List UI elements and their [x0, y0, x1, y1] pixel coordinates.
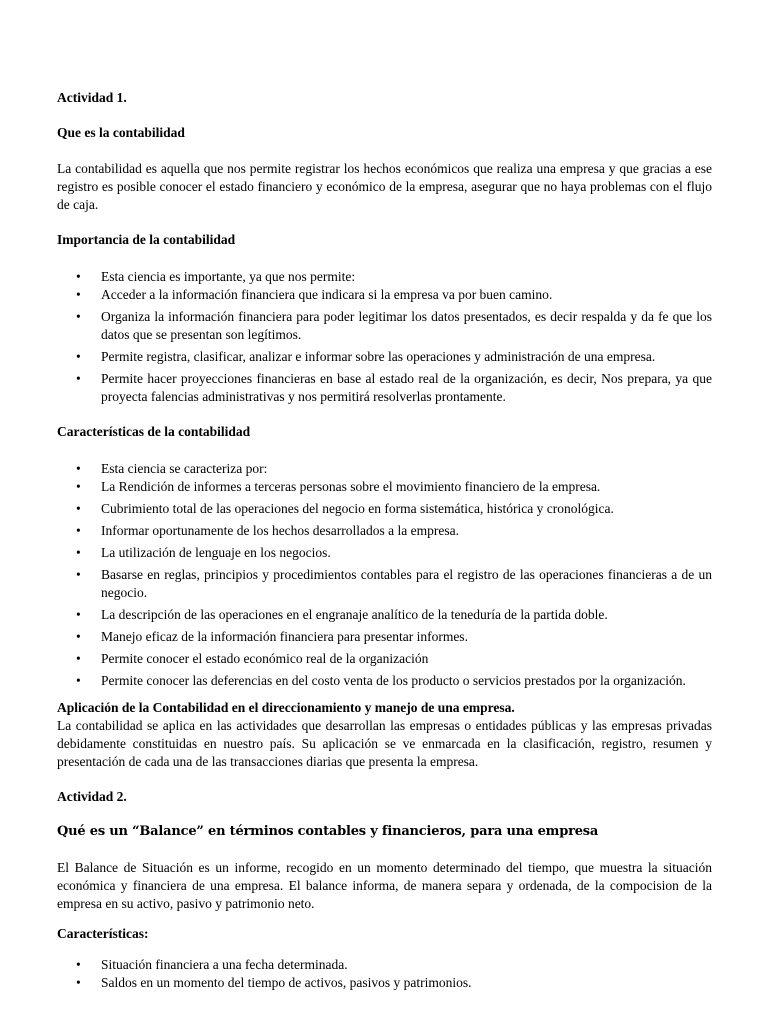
list-item: • Manejo eficaz de la información financiera para presentar informes. — [57, 628, 712, 646]
list-item: • Permite hacer proyecciones financieras en base al estado real de la organización, es decir, Nos prepara, ya que proyecta falencias administrativas y nos permitirá resolverlas prontamente. — [57, 370, 712, 406]
list-item: • Esta ciencia se caracteriza por: — [57, 460, 712, 478]
activity-1-title: Actividad 1. — [57, 90, 127, 105]
activity-2-title: Actividad 2. — [57, 789, 127, 804]
list-item: • Informar oportunamente de los hechos desarrollados a la empresa. — [57, 522, 712, 540]
list-item: • Acceder a la información financiera que indicara si la empresa va por buen camino. — [57, 286, 712, 304]
paragraph-aplicacion-contabilidad: La contabilidad se aplica en las actividades que desarrollan las empresas o entidades públicas y las empresas privadas debidamente constituidas en nuestro país. Su aplicación se ve enmarcada en la clasificación, registro, resumen y presentación de cada una de las transacciones diarias que presenta la empresa. — [57, 718, 712, 769]
heading-importancia-contabilidad: Importancia de la contabilidad — [57, 232, 236, 247]
document-page — [57, 89, 712, 992]
paragraph-balance-situacion: El Balance de Situación es un informe, recogido en un momento determinado del tiempo, que muestra la situación económica y financiera de una empresa. El balance informa, de manera separa y ordenada, de la compocision de la empresa en su activo, pasivo y patrimonio neto. — [57, 860, 712, 911]
list-caracteristicas — [57, 460, 712, 690]
list-item: • Permite conocer el estado económico real de la organización — [57, 650, 712, 668]
heading-que-es-contabilidad: Que es la contabilidad — [57, 125, 185, 140]
heading-caracteristicas-contabilidad: Características de la contabilidad — [57, 424, 251, 439]
list-caracteristicas-balance — [57, 956, 712, 992]
heading-caracteristicas-balance: Características: — [57, 926, 149, 941]
list-item: • Saldos en un momento del tiempo de activos, pasivos y patrimonios. — [57, 974, 712, 992]
list-item: • Situación financiera a una fecha determinada. — [57, 956, 712, 974]
paragraph-definicion-contabilidad: La contabilidad es aquella que nos permite registrar los hechos económicos que realiza una empresa y que gracias a ese registro es posible conocer el estado financiero y económico de la empresa, asegurar que no haya problemas con el flujo de caja. — [57, 161, 712, 212]
list-importancia — [57, 268, 712, 406]
list-item: • Basarse en reglas, principios y procedimientos contables para el registro de las operaciones financieras a de un negocio. — [57, 566, 712, 602]
list-item: • La utilización de lenguaje en los negocios. — [57, 544, 712, 562]
heading-que-es-balance: Qué es un “Balance” en términos contables y financieros, para una empresa — [57, 824, 599, 839]
list-item: • Organiza la información financiera para poder legitimar los datos presentados, es decir respalda y da fe que los datos que se presentan son legítimos. — [57, 308, 712, 344]
list-item: • La Rendición de informes a terceras personas sobre el movimiento financiero de la empresa. — [57, 478, 712, 496]
list-item: • Esta ciencia es importante, ya que nos permite: — [57, 268, 712, 286]
heading-aplicacion-contabilidad: Aplicación de la Contabilidad en el direccionamiento y manejo de una empresa. — [57, 700, 515, 715]
list-item: • Permite registra, clasificar, analizar e informar sobre las operaciones y administración de una empresa. — [57, 348, 712, 366]
list-item: • Cubrimiento total de las operaciones del negocio en forma sistemática, histórica y cronológica. — [57, 500, 712, 518]
list-item: • La descripción de las operaciones en el engranaje analítico de la teneduría de la partida doble. — [57, 606, 712, 624]
list-item: • Permite conocer las deferencias en del costo venta de los producto o servicios prestados por la organización. — [57, 672, 712, 690]
